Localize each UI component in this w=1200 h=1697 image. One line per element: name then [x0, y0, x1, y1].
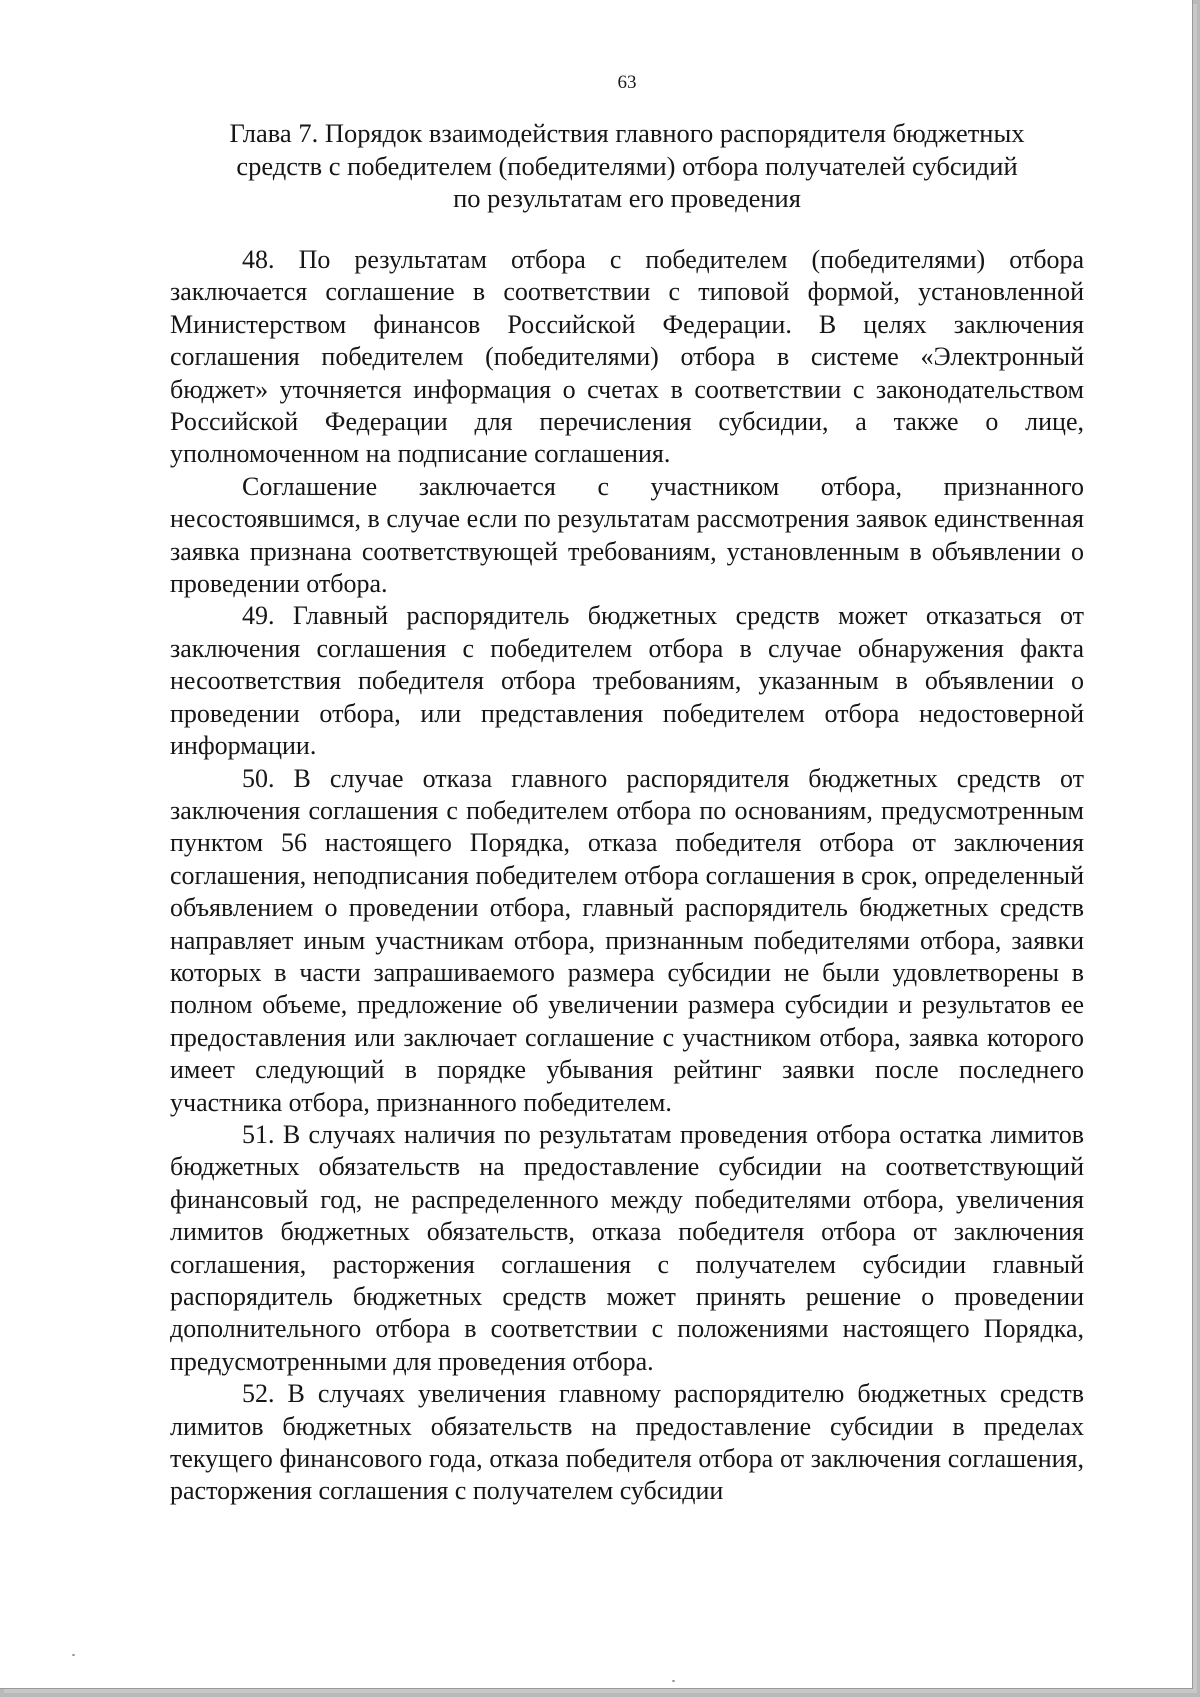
chapter-title — [170, 117, 1084, 215]
scan-speck — [672, 1680, 675, 1682]
paragraph-51: 51. В случаях наличия по результатам проведения отбора остатка лимитов бюджетных обязательств на предоставление субсидии на соответствующий финансовый год, не распределенного между победителями отбора, увеличения лимитов бюджетных обязательств, отказа победителя отбора от заключения соглашения, расторжения соглашения с получателем субсидии главный распорядитель бюджетных средств может принять решение о проведении дополнительного отбора в соответствии с положениями настоящего Порядка, предусмотренными для проведения отбора. — [170, 1119, 1084, 1376]
document-body — [170, 244, 1084, 1508]
paragraph-48: 48. По результатам отбора с победителем (победителями) отбора заключается соглашение в соответствии с типовой формой, установленной Министерством финансов Российской Федерации. В целях заключения соглашения победителем (победителями) отбора в системе «Электронный бюджет» уточняется информация о счетах в соответствии с законодательством Российской Федерации для перечисления субсидии, а также о лице, уполномоченном на подписание соглашения. — [170, 245, 1084, 469]
paragraph-48-continued: Соглашение заключается с участником отбора, признанного несостоявшимся, в случае если по результатам рассмотрения заявок единственная заявка признана соответствующей требованиям, установленным в объявлении о проведении отбора. — [170, 471, 1084, 599]
page-number: 63 — [617, 72, 637, 93]
paragraph-49: 49. Главный распорядитель бюджетных средств может отказаться от заключения соглашения с победителем отбора в случае обнаружения факта несоответствия победителя отбора требованиям, указанным в объявлении о проведении отбора, или представления победителем отбора недостоверной информации. — [170, 601, 1084, 761]
chapter-title-line: по результатам его проведения — [453, 183, 801, 213]
chapter-title-line: Глава 7. Порядок взаимодействия главного распорядителя бюджетных — [229, 118, 1025, 148]
scan-speck — [72, 1654, 75, 1656]
paragraph-52: 52. В случаях увеличения главному распорядителю бюджетных средств лимитов бюджетных обязательств на предоставление субсидии в пределах текущего финансового года, отказа победителя отбора от заключения соглашения, расторжения соглашения с получателем субсидии — [170, 1379, 1084, 1506]
chapter-title-line: средств с победителем (победителями) отбора получателей субсидий — [236, 150, 1018, 181]
paragraph-50: 50. В случае отказа главного распорядителя бюджетных средств от заключения соглашения с победителем отбора по основаниям, предусмотренным пунктом 56 настоящего Порядка, отказа победителя отбора от заключения соглашения, неподписания победителем отбора соглашения в срок, определенный объявлением о проведении отбора, главный распорядитель бюджетных средств направляет иным участникам отбора, признанным победителями отбора, заявки которых в части запрашиваемого размера субсидии не были удовлетворены в полном объеме, предложение об увеличении размера субсидии и результатов ее предоставления или заключает соглашение с участником отбора, заявка которого имеет следующий в порядке убывания рейтинг заявки после последнего участника отбора, признанного победителем. — [170, 763, 1084, 1117]
